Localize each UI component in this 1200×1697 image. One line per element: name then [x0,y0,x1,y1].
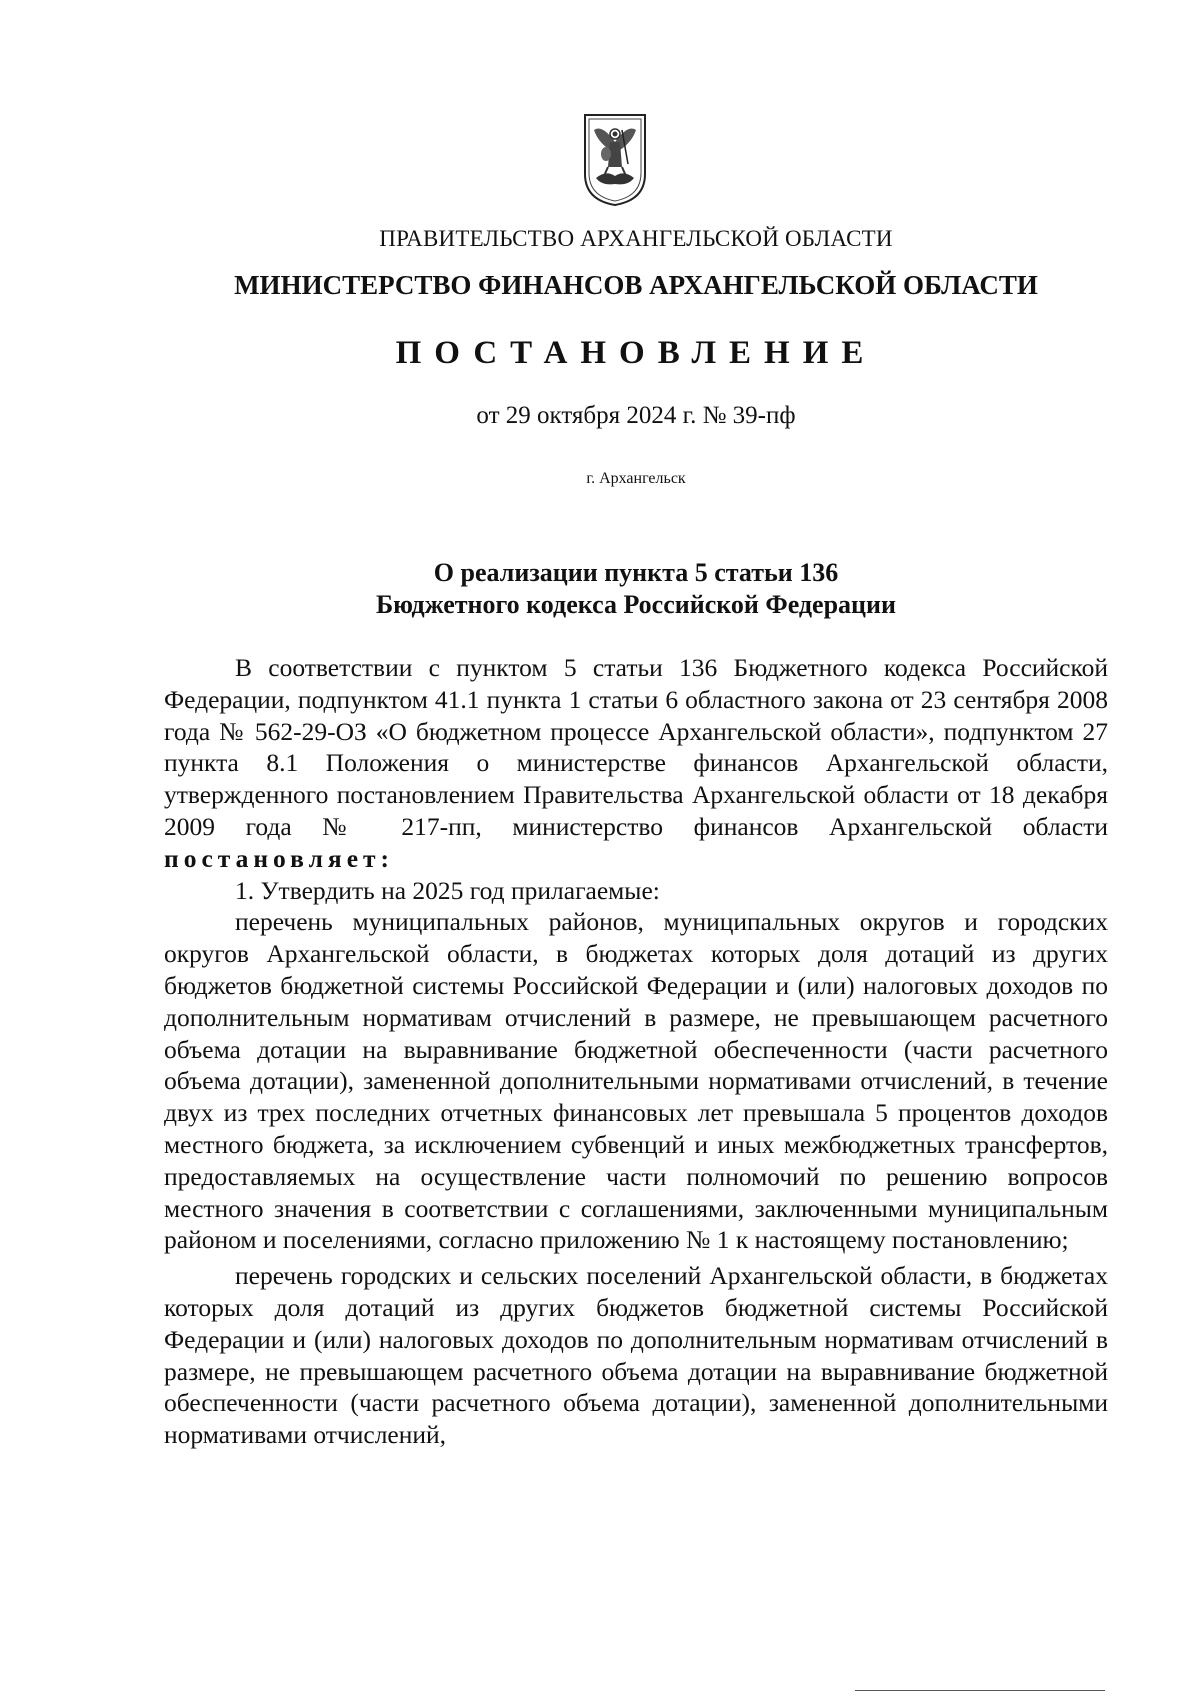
title-line-1: О реализации пункта 5 статьи 136 [433,558,839,587]
ministry-name: МИНИСТЕРСТВО ФИНАНСОВ АРХАНГЕЛЬСКОЙ ОБЛАСТИ [234,270,1038,300]
preamble-paragraph [164,652,1108,875]
title-line-2: Бюджетного кодекса Российской Федерации [375,590,896,619]
document-city: г. Архангельск [586,470,686,487]
coat-of-arms-emblem [582,112,648,208]
footer-divider [855,1690,1105,1691]
document-date-number: от 29 октября 2024 г. № 39-пф [476,402,796,429]
document-type: ПОСТАНОВЛЕНИЕ [395,335,877,371]
list-item-settlements: перечень городских и сельских поселений Архангельской области, в бюджетах которых доля дотаций из других бюджетов бюджетной системы Российской Федерации и (или) налоговых доходов по дополнительным нормативам отчислений в размере, не превышающем расчетного объема дотации на выравнивание бюджетной обеспеченности (части расчетного объема дотации), замененной дополнительными нормативами отчислений, [164,1261,1108,1450]
document-body [164,652,1108,1451]
preamble-text: В соответствии с пунктом 5 статьи 136 Бюджетного кодекса Российской Федерации, подпунктом 41.1 пункта 1 статьи 6 областного закона от 23 сентября 2008 года № 562-29-ОЗ «О бюджетном процессе Архангельской области», подпунктом 27 пункта 8.1 Положения о министерстве финансов Архангельской области, утвержденного постановлением Правительства Архангельской области от 18 декабря 2009 года № 217-пп, министерство финансов Архангельской области [164,653,1108,841]
document-title [0,557,1200,621]
clause-1: 1. Утвердить на 2025 год прилагаемые: [235,875,660,905]
government-name: ПРАВИТЕЛЬСТВО АРХАНГЕЛЬСКОЙ ОБЛАСТИ [379,226,893,251]
arkhangelsk-coat-of-arms-icon [582,112,648,208]
list-item-districts: перечень муниципальных районов, муниципальных округов и городских округов Архангельской области, в бюджетах которых доля дотаций из других бюджетов бюджетной системы Российской Федерации и (или) налоговых доходов по дополнительным нормативам отчислений в размере, не превышающем расчетного объема дотации на выравнивание бюджетной обеспеченности (части расчетного объема дотации), замененной дополнительными нормативами отчислений, в течение двух из трех последних отчетных финансовых лет превышала 5 процентов доходов местного бюджета, за исключением субвенций и иных межбюджетных трансфертов, предоставляемых на осуществление части полномочий по решению вопросов местного значения в соответствии с соглашениями, заключенными муниципальным районом и поселениями, согласно приложению № 1 к настоящему постановлению; [164,907,1108,1255]
resolution-word: постановляет: [164,843,395,873]
